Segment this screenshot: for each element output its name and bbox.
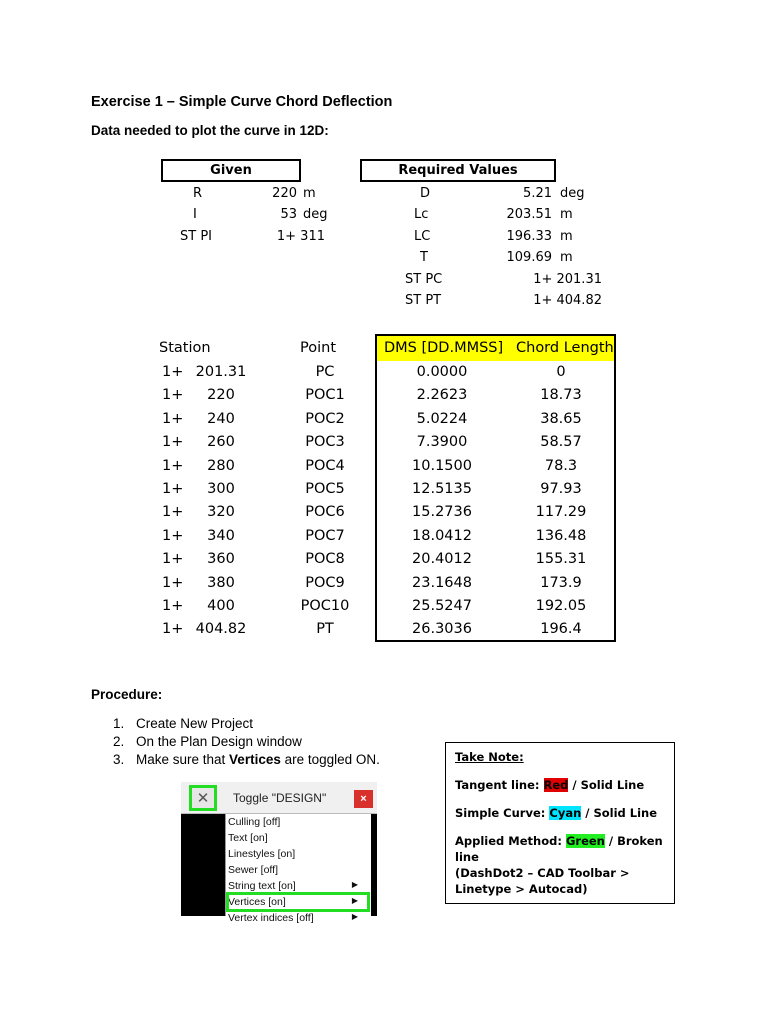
station-prefix: 1+ [162, 621, 184, 638]
dms-value: 5.0224 [416, 410, 468, 427]
step-bold-text: Vertices [229, 752, 281, 767]
required-label: T [420, 250, 428, 265]
required-value: 109.69 [506, 250, 552, 265]
chord-length: 58.57 [540, 434, 582, 451]
point-name: POC5 [305, 481, 345, 497]
note-label: Simple Curve: [455, 806, 550, 820]
station-value: 340 [207, 527, 235, 544]
chord-length: 38.65 [540, 410, 582, 427]
page-subtitle: Data needed to plot the curve in 12D: [91, 123, 329, 138]
station-prefix: 1+ [162, 410, 184, 427]
toggle-design-icon[interactable]: ✕ [189, 785, 217, 811]
vertices-highlight [226, 892, 370, 912]
station-prefix: 1+ [162, 551, 184, 568]
station-value: 240 [207, 410, 235, 427]
note-applied [455, 833, 665, 897]
station-prefix: 1+ [162, 364, 184, 380]
note-label: Applied Method: [455, 834, 566, 848]
given-value: 53 [280, 207, 297, 222]
point-name: POC6 [305, 504, 345, 521]
given-value: 1+ 311 [276, 229, 325, 244]
point-name: POC1 [305, 387, 345, 404]
dms-value: 23.1648 [412, 574, 472, 591]
note-tangent [455, 777, 665, 793]
menu-item-label: Vertices [on] [228, 896, 286, 908]
point-name: POC8 [305, 551, 345, 568]
station-value: 320 [207, 504, 235, 521]
toggle-menu [225, 814, 371, 924]
station-value: 260 [207, 434, 235, 451]
note-text: / Broken line [455, 834, 663, 864]
given-unit: m [303, 186, 316, 201]
station-prefix: 1+ [162, 481, 184, 497]
point-name: PT [316, 621, 334, 638]
station-prefix: 1+ [162, 504, 184, 521]
chevron-right-icon: ▶ [351, 912, 358, 921]
required-value: 1+ 201.31 [533, 272, 602, 287]
required-unit: m [560, 207, 573, 222]
chord-length: 173.9 [540, 574, 582, 591]
note-highlight-red: Red [543, 778, 569, 792]
header-dms: DMS [DD.MMSS] [384, 340, 504, 356]
chevron-right-icon: ▶ [351, 880, 358, 889]
note-highlight-green: Green [565, 834, 605, 848]
dms-value: 10.1500 [412, 457, 472, 474]
step-text: On the Plan Design window [136, 734, 302, 749]
station-value: 220 [207, 387, 235, 404]
menu-item-linestyles[interactable]: Linestyles [on] [228, 848, 296, 860]
page-title: Exercise 1 – Simple Curve Chord Deflection [91, 94, 393, 110]
point-name: POC2 [305, 410, 345, 427]
dms-value: 0.0000 [416, 364, 468, 380]
station-prefix: 1+ [162, 574, 184, 591]
menu-item-string-text[interactable] [228, 880, 368, 892]
note-text: / Solid Line [568, 778, 645, 792]
station-prefix: 1+ [162, 527, 184, 544]
dms-value: 12.5135 [412, 481, 472, 497]
point-name: PC [315, 364, 335, 380]
chord-length: 78.3 [544, 457, 578, 474]
menu-item-label: String text [on] [228, 880, 296, 892]
dms-value: 2.2623 [416, 387, 468, 404]
step-number: 3. [113, 752, 125, 767]
given-label: ST PI [180, 229, 212, 244]
step-text: are toggled ON. [280, 752, 380, 767]
step-text: Create New Project [136, 716, 254, 731]
chord-length: 192.05 [535, 598, 587, 614]
required-unit: deg [560, 186, 585, 201]
toggle-titlebar [181, 782, 377, 814]
required-value: 196.33 [506, 229, 552, 244]
dms-value: 15.2736 [412, 504, 472, 521]
given-unit: deg [303, 207, 328, 222]
header-station: Station [159, 340, 211, 356]
required-label: LC [414, 229, 431, 244]
chord-length: 0 [556, 364, 566, 380]
header-point: Point [300, 340, 337, 356]
procedure-step [113, 715, 380, 733]
chord-length: 18.73 [540, 387, 582, 404]
station-value: 360 [207, 551, 235, 568]
step-number: 2. [113, 734, 125, 749]
take-note-box [445, 742, 675, 904]
note-text: / Solid Line [581, 806, 658, 820]
chord-length: 155.31 [535, 551, 587, 568]
station-value: 300 [207, 481, 235, 497]
menu-item-text[interactable]: Text [on] [228, 832, 268, 844]
required-value: 203.51 [506, 207, 552, 222]
required-label: ST PT [405, 293, 442, 308]
note-curve [455, 805, 665, 821]
required-label: D [420, 186, 431, 201]
step-text: Make sure that [136, 752, 230, 767]
procedure-step [113, 733, 380, 751]
required-label: Lc [414, 207, 429, 222]
note-text: (DashDot2 – CAD Toolbar > Linetype > Autocad) [455, 866, 630, 896]
close-icon[interactable]: × [354, 790, 373, 808]
required-unit: m [560, 229, 573, 244]
station-prefix: 1+ [162, 457, 184, 474]
toggle-title: Toggle "DESIGN" [233, 791, 327, 805]
station-prefix: 1+ [162, 598, 184, 614]
dms-value: 7.3900 [416, 434, 468, 451]
chord-length: 196.4 [540, 621, 582, 638]
dms-value: 20.4012 [412, 551, 472, 568]
dms-value: 18.0412 [412, 527, 472, 544]
required-value: 1+ 404.82 [533, 293, 602, 308]
given-label: R [193, 186, 203, 201]
required-header: Required Values [360, 159, 556, 182]
header-chord-length: Chord Length [516, 340, 614, 356]
chevron-right-icon: ▶ [351, 896, 358, 905]
chord-length: 117.29 [535, 504, 587, 521]
station-value: 280 [207, 457, 235, 474]
chord-length: 136.48 [535, 527, 587, 544]
note-title: Take Note: [455, 750, 524, 764]
dms-value: 25.5247 [412, 598, 472, 614]
dms-value: 26.3036 [412, 621, 472, 638]
procedure-steps [113, 715, 380, 769]
point-name: POC10 [300, 598, 350, 614]
station-prefix: 1+ [162, 387, 184, 404]
toggle-design-screenshot [181, 782, 377, 924]
station-value: 380 [207, 574, 235, 591]
required-label: ST PC [405, 272, 443, 287]
procedure-step [113, 751, 380, 769]
menu-item-sewer[interactable]: Sewer [off] [228, 864, 278, 876]
required-unit: m [560, 250, 573, 265]
procedure-title: Procedure: [91, 687, 163, 702]
chord-length: 97.93 [540, 481, 582, 497]
given-value: 220 [272, 186, 297, 201]
step-number: 1. [113, 716, 125, 731]
given-label: I [193, 207, 197, 222]
menu-item-label: Vertex indices [off] [228, 912, 314, 924]
station-value: 404.82 [195, 621, 247, 638]
point-name: POC3 [305, 434, 345, 451]
station-value: 201.31 [195, 364, 247, 380]
point-name: POC9 [305, 574, 345, 591]
point-name: POC7 [305, 527, 345, 544]
note-label: Tangent line: [455, 778, 544, 792]
station-value: 400 [207, 598, 235, 614]
note-highlight-cyan: Cyan [549, 806, 582, 820]
given-header: Given [161, 159, 301, 182]
required-value: 5.21 [523, 186, 552, 201]
menu-item-culling[interactable]: Culling [off] [228, 816, 281, 828]
point-name: POC4 [305, 457, 345, 474]
station-prefix: 1+ [162, 434, 184, 451]
menu-item-vertex-indices[interactable] [228, 912, 368, 924]
